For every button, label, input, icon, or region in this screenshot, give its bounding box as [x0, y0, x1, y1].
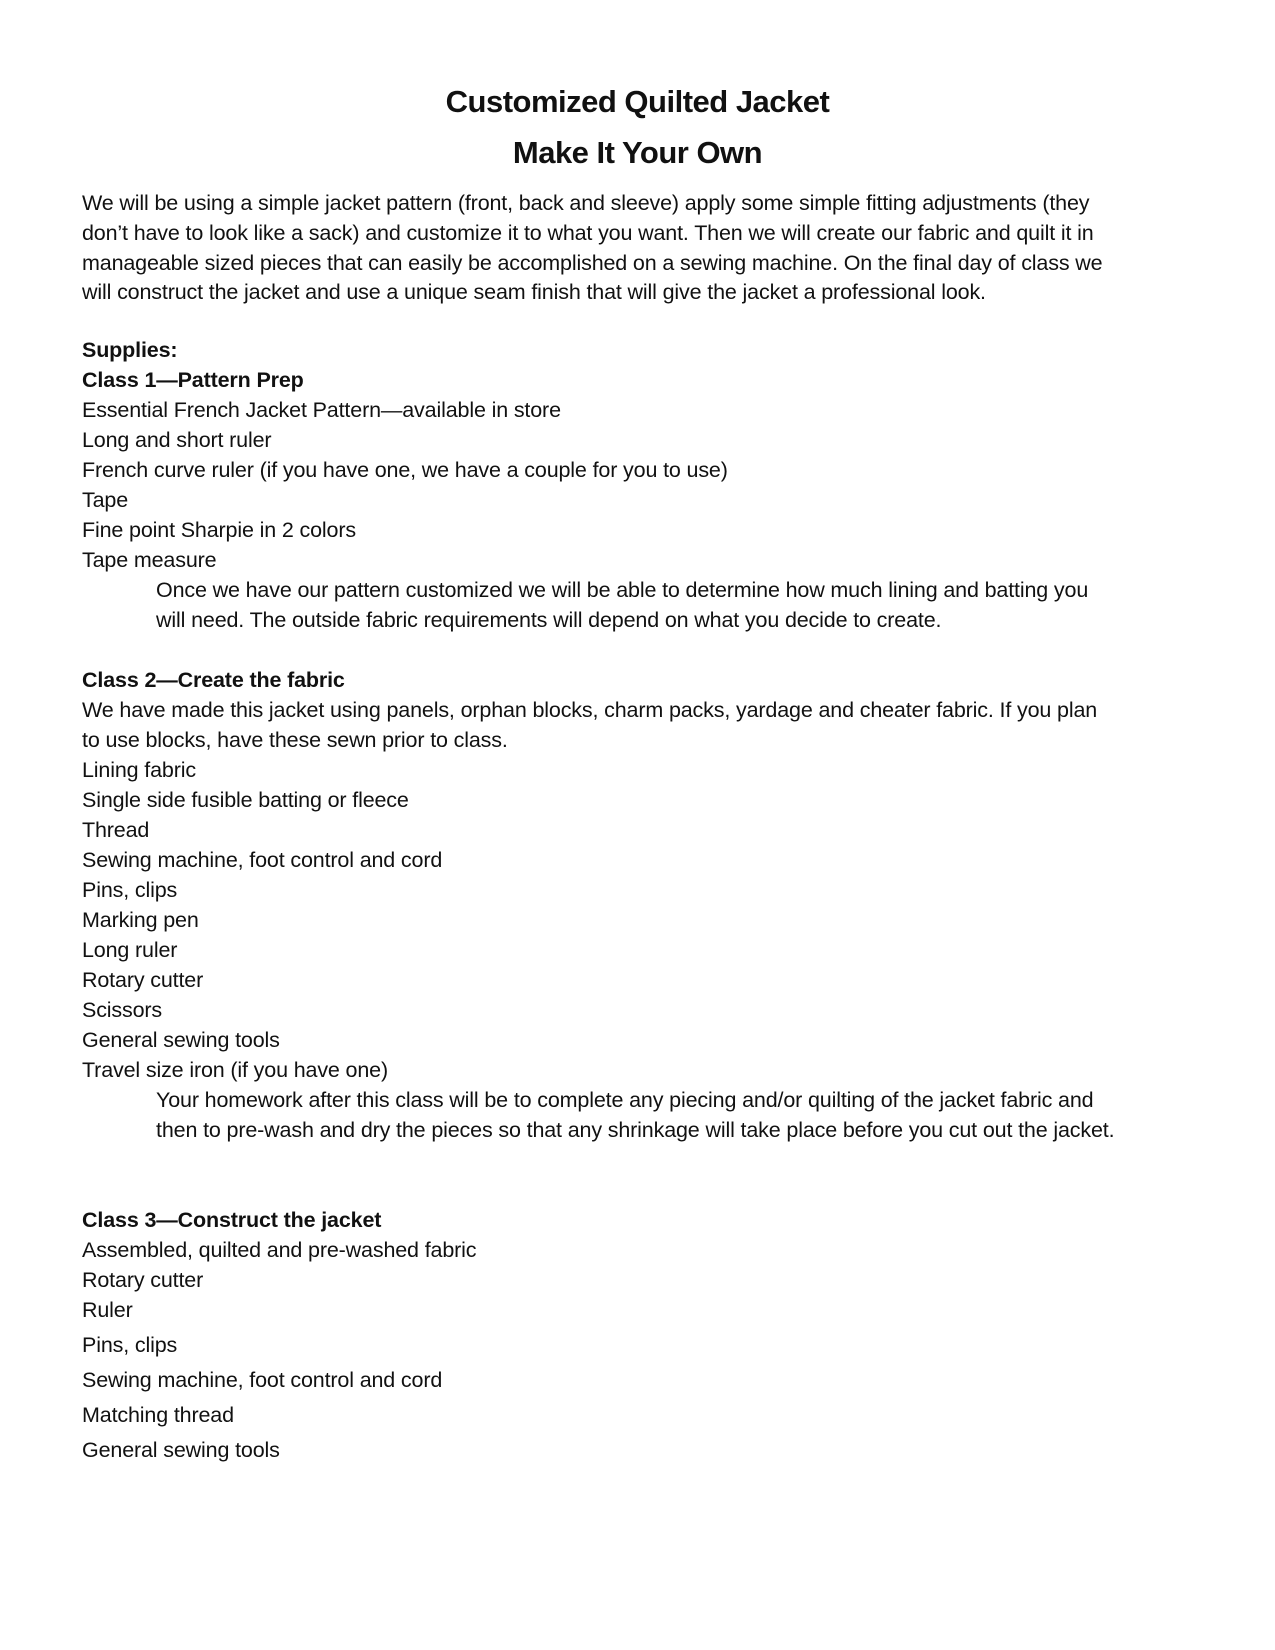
class2-item: General sewing tools — [82, 1028, 280, 1052]
class1-note: Once we have our pattern customized we will be able to determine how much lining and batting you — [156, 578, 1089, 602]
class2-note: Your homework after this class will be to complete any piecing and/or quilting of the jacket fabric and — [156, 1088, 1094, 1112]
class2-item: Marking pen — [82, 908, 199, 932]
class3-item: Ruler — [82, 1298, 133, 1322]
document-title: Customized Quilted Jacket — [445, 84, 830, 119]
class2-item: Sewing machine, foot control and cord — [82, 848, 443, 872]
intro-line: don’t have to look like a sack) and customize it to what you want. Then we will create our fabric and quilt it in — [82, 221, 1094, 245]
class2-item: Pins, clips — [82, 878, 178, 902]
class3-item: Rotary cutter — [82, 1268, 204, 1292]
intro-line: manageable sized pieces that can easily be accomplished on a sewing machine. On the final day of class we — [82, 251, 1103, 275]
class1-item: Fine point Sharpie in 2 colors — [82, 518, 356, 542]
class2-item: Thread — [82, 818, 150, 842]
document-subtitle: Make It Your Own — [512, 135, 763, 170]
supplies-heading: Supplies: — [82, 338, 178, 362]
class1-item: Essential French Jacket Pattern—available in store — [82, 398, 561, 422]
class3-item: Sewing machine, foot control and cord — [82, 1368, 443, 1392]
class1-item: Long and short ruler — [82, 428, 272, 452]
class1-item: Tape — [82, 488, 129, 512]
class2-heading: Class 2—Create the fabric — [82, 668, 345, 692]
class2-item: Scissors — [82, 998, 163, 1022]
class3-item: Matching thread — [82, 1403, 234, 1427]
class2-note: then to pre-wash and dry the pieces so that any shrinkage will take place before you cut out the jacket. — [156, 1118, 1115, 1142]
class1-note: will need. The outside fabric requirements will depend on what you decide to create. — [156, 608, 942, 632]
intro-line: We will be using a simple jacket pattern (front, back and sleeve) apply some simple fitting adjustments (they — [82, 191, 1090, 215]
class2-item: Rotary cutter — [82, 968, 204, 992]
class2-item: Lining fabric — [82, 758, 196, 782]
class3-item: General sewing tools — [82, 1438, 280, 1462]
intro-line: will construct the jacket and use a unique seam finish that will give the jacket a professional look. — [82, 280, 986, 304]
class2-item: Long ruler — [82, 938, 178, 962]
class3-item: Assembled, quilted and pre-washed fabric — [82, 1238, 477, 1262]
class3-item: Pins, clips — [82, 1333, 178, 1357]
class1-item: French curve ruler (if you have one, we have a couple for you to use) — [82, 458, 728, 482]
class1-item: Tape measure — [82, 548, 217, 572]
class1-heading: Class 1—Pattern Prep — [82, 368, 304, 392]
class2-intro: We have made this jacket using panels, orphan blocks, charm packs, yardage and cheater fabric. If you plan — [82, 698, 1098, 722]
class2-intro: to use blocks, have these sewn prior to class. — [82, 728, 508, 752]
class2-item: Single side fusible batting or fleece — [82, 788, 409, 812]
class3-heading: Class 3—Construct the jacket — [82, 1208, 382, 1232]
class2-item: Travel size iron (if you have one) — [82, 1058, 388, 1082]
